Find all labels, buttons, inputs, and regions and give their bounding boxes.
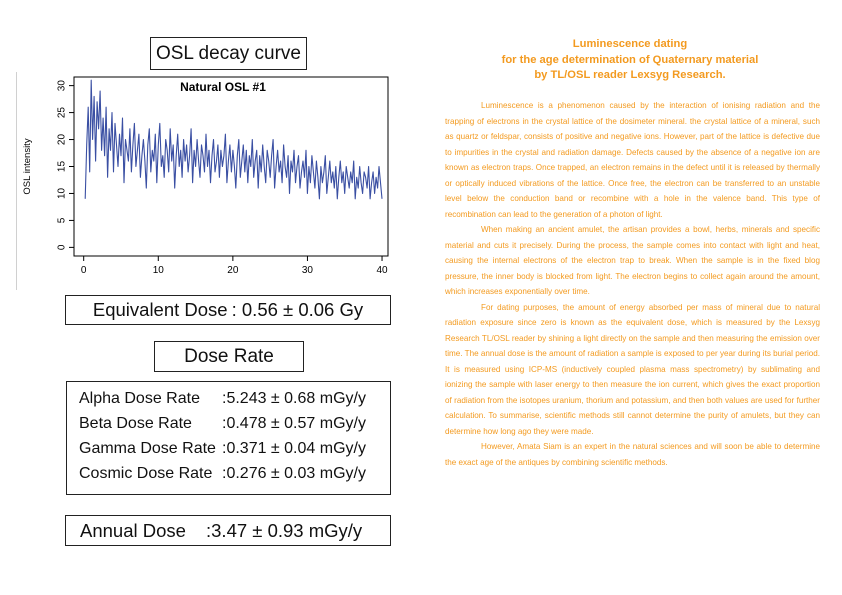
x-tick-label: 40 [376, 265, 388, 276]
dose-rate-value: :0.371 ± 0.04 mGy/y [222, 440, 366, 457]
dose-rate-label: Beta Dose Rate [79, 415, 192, 432]
article-title-line: Luminescence dating [572, 38, 688, 50]
article-title-line: for the age determination of Quaternary material [501, 53, 759, 66]
x-tick-label: 0 [80, 265, 87, 276]
equivalent-dose-value: : 0.56 ± 0.06 Gy [231, 299, 364, 320]
dose-rate-label: Gamma Dose Rate [79, 440, 216, 457]
dose-rates-box [66, 381, 391, 495]
dose-rate-row-alpha [79, 387, 366, 411]
dose-rate-title: Dose Rate [184, 345, 274, 367]
y-tick-label: 5 [56, 217, 68, 224]
y-tick-label: 0 [56, 244, 68, 251]
article-paragraph: However, Amata Siam is an expert in the natural sciences and will soon be able to determine the exact age of the antiques by combining scientific methods. [445, 442, 820, 467]
annual-dose-label: Annual Dose [80, 519, 186, 541]
y-tick-label: 15 [56, 160, 68, 173]
article-paragraph: For dating purposes, the amount of energy absorbed per mass of mineral due to natural radiation exposure since zero is known as the equivalent dose, which is measured by the Lexsyg Research TL/OSL reader by shining a light directly on the sample and then measuring the emission over time. The annual dose is the amount of radiation a sample is exposed to per year during its burial period. It is measured using ICP-MS (inductively coupled plasma mass spectrometry) by sublimating and ionizing the sample with laser energy to then measure the ion current, which gives the exact proportion of radiation from the isotopes uranium, thorium and potassium, and then both values are used for further calculation. To summarise, scientific methods still cannot determine the purity of amulets, but they can determine how long ago they were made. [445, 302, 820, 436]
chart-title-text: OSL decay curve [155, 42, 302, 64]
y-axis-label: OSL intensity [22, 138, 33, 195]
annual-dose-value: :3.47 ± 0.93 mGy/y [206, 519, 363, 541]
equivalent-dose-box [65, 295, 391, 325]
dose-rate-row-beta [79, 412, 366, 436]
x-tick-label: 10 [152, 265, 164, 276]
dose-rate-title-box [154, 341, 304, 372]
article-title [470, 37, 790, 84]
dose-rate-value: :5.243 ± 0.68 mGy/y [222, 390, 366, 407]
chart-title: Natural OSL #1 [180, 80, 266, 94]
article-paragraph: When making an ancient amulet, the artisan provides a bowl, herbs, minerals and specific material and cuts it precisely. During the process, the sample comes into contact with light and heat, causing the internal electrons of the electron trap to break. When the sample is in the fixed blog pressure, the inner body is blocked from light. The electron begins to collect again around the amount, which increases exponentially over time. [445, 225, 820, 296]
dose-rate-label: Alpha Dose Rate [79, 390, 200, 407]
osl-intensity-line [85, 80, 382, 199]
y-tick-label: 30 [56, 80, 68, 92]
dose-rate-label: Cosmic Dose Rate [79, 465, 213, 482]
dose-rate-row-cosmic [79, 462, 366, 486]
annual-dose-box [65, 515, 391, 546]
article-body [445, 98, 820, 470]
dose-rate-value: :0.276 ± 0.03 mGy/y [222, 465, 366, 482]
equivalent-dose-label: Equivalent Dose [92, 299, 228, 320]
x-tick-label: 20 [227, 265, 239, 276]
x-tick-label: 30 [301, 265, 314, 276]
osl-decay-chart [0, 65, 400, 290]
y-tick-label: 10 [56, 187, 68, 200]
article-title-line: by TL/OSL reader Lexsyg Research. [534, 69, 726, 81]
article-paragraph: Luminescence is a phenomenon caused by the interaction of ionising radiation and the trapping of electrons in the crystal lattice of the dosimeter mineral. the crystal lattice of a mineral, such as quartz or feldspar, consists of positive and negative ions. However, part of the lattice is defective due to impurities in the crystal and radiation damage. Defects caused by the absence of a negative ion are known as electron traps. Once trapped, an electron remains in the defect until it is released by thermally or optically induced vibrations of the lattice. Once free, the electron can be transferred to an unstable level below the conduction band or recombine with a hole in the valence band. This type of recombination can lead to the generation of a photon of light. [445, 101, 820, 219]
y-tick-label: 20 [56, 133, 68, 146]
dose-rate-value: :0.478 ± 0.57 mGy/y [222, 415, 366, 432]
y-tick-label: 25 [56, 107, 68, 119]
dose-rate-row-gamma [79, 437, 366, 461]
